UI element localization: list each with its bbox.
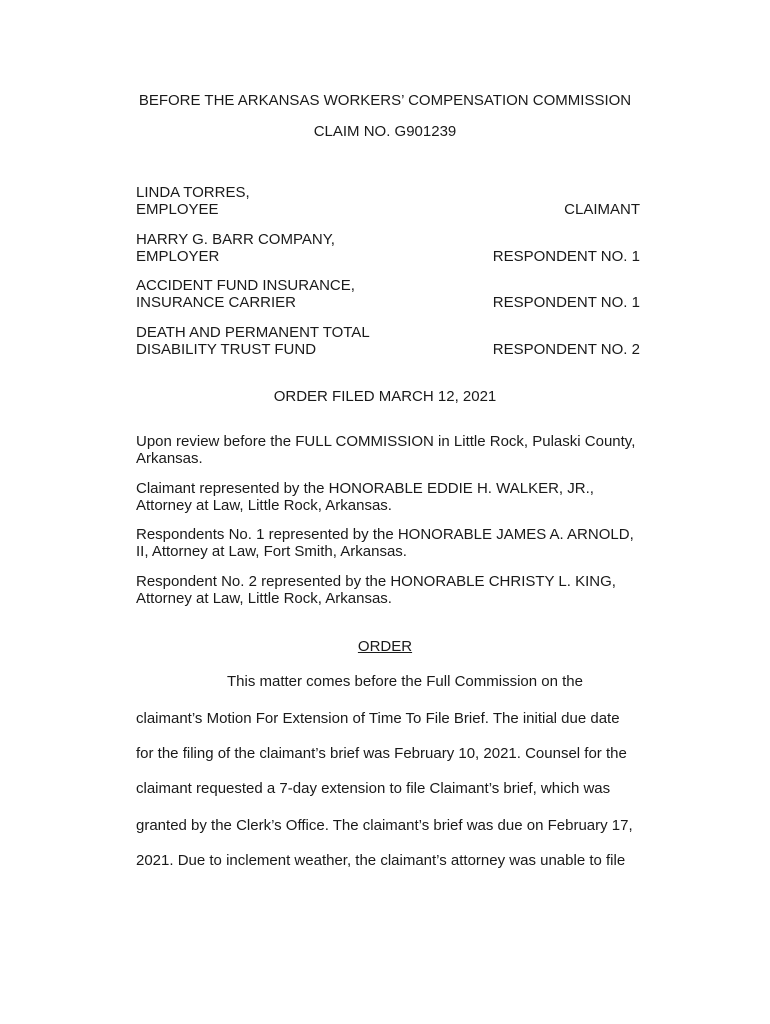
party-designation: CLAIMANT [564,201,640,218]
body-line: claimant requested a 7-day extension to file Claimant’s brief, which was [136,780,611,797]
commission-heading: BEFORE THE ARKANSAS WORKERS’ COMPENSATION COMMISSION [138,92,632,109]
order-filed-date: ORDER FILED MARCH 12, 2021 [273,388,497,405]
body-line: granted by the Clerk’s Office. The claimant’s brief was due on February 17, [136,817,633,834]
party-name: DEATH AND PERMANENT TOTAL [136,324,370,341]
party-designation: RESPONDENT NO. 1 [492,248,640,265]
party-role: EMPLOYEE [136,200,219,218]
order-heading: ORDER [357,638,413,655]
party-role: EMPLOYER [136,247,220,265]
party-name: ACCIDENT FUND INSURANCE, [136,277,355,294]
party-role: DISABILITY TRUST FUND [136,340,317,358]
body-line: This matter comes before the Full Commission on the [227,673,583,690]
body-line: for the filing of the claimant’s brief was February 10, 2021. Counsel for the [136,745,627,762]
claimant-counsel: Claimant represented by the HONORABLE EDDIE H. WALKER, JR., Attorney at Law, Little Rock, Arkansas. [136,480,594,514]
body-line: claimant’s Motion For Extension of Time To File Brief. The initial due date [136,710,620,727]
party-name: LINDA TORRES, [136,184,250,201]
respondent-1-counsel: Respondents No. 1 represented by the HONORABLE JAMES A. ARNOLD, II, Attorney at Law, Fort Smith, Arkansas. [136,526,634,560]
claim-number: CLAIM NO. G901239 [313,123,457,140]
party-designation: RESPONDENT NO. 2 [492,341,640,358]
party-insurance-carrier [136,278,355,311]
party-employer [136,232,335,265]
respondent-2-counsel: Respondent No. 2 represented by the HONORABLE CHRISTY L. KING, Attorney at Law, Little Rock, Arkansas. [136,573,616,607]
party-role: INSURANCE CARRIER [136,293,297,311]
party-trust-fund [136,325,370,358]
party-claimant [136,185,250,218]
review-statement: Upon review before the FULL COMMISSION in Little Rock, Pulaski County, Arkansas. [136,433,636,467]
party-name: HARRY G. BARR COMPANY, [136,231,335,248]
party-designation: RESPONDENT NO. 1 [492,294,640,311]
body-line: 2021. Due to inclement weather, the claimant’s attorney was unable to file [136,852,626,869]
